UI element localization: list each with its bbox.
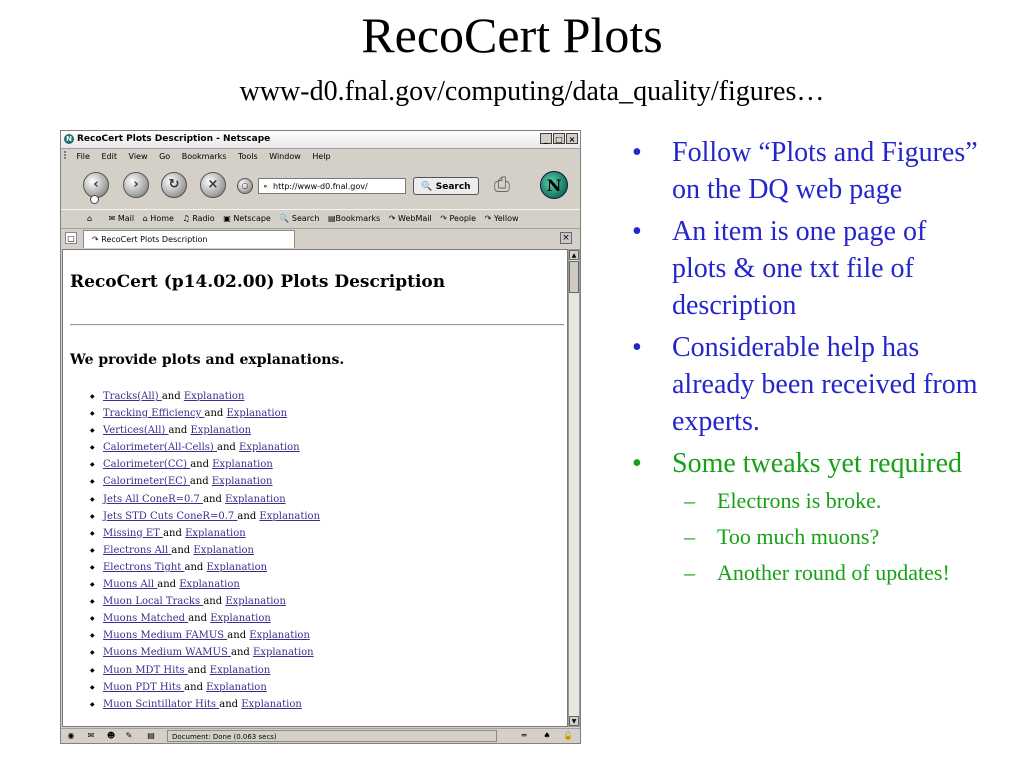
bookmark-people[interactable]: ↷ People [440,214,477,223]
explanation-link[interactable]: Explanation [183,391,245,402]
status-bar [61,728,580,744]
explanation-link[interactable]: Explanation [225,596,286,608]
explanation-link[interactable]: Explanation [206,681,267,693]
reload-icon: ↻ [168,177,180,192]
netscape-app-icon: N [64,134,74,144]
bookmark-mail[interactable]: ✉ Mail [108,214,135,223]
composer-icon[interactable]: ✎ [125,731,133,740]
explanation-link[interactable]: Explanation [185,527,246,539]
plot-link[interactable]: Muon PDT Hits [103,681,185,693]
slide-bullets [629,134,979,595]
plot-list [93,388,320,713]
bullet-mark: • [632,216,642,247]
connector-text: and [203,493,222,505]
sub-bullet-mark: – [684,488,695,513]
bullet-mark: • [632,332,642,363]
bullet-item [629,329,979,440]
bookmark-yellow[interactable]: ↷ Yellow [484,214,519,223]
explanation-link[interactable]: Explanation [225,493,286,505]
list-item [93,610,320,627]
bullet-text: Follow “Plots and Figures” on the DQ web page [672,137,978,205]
list-item [93,644,320,661]
bookmark-netscape[interactable]: ▣ Netscape [223,214,271,223]
search-button-label: Search [435,182,471,192]
new-tab-icon[interactable]: □ [65,232,77,244]
page-subheading: We provide plots and explanations. [70,352,345,368]
explanation-link[interactable]: Explanation [190,425,252,437]
personal-toolbar [61,209,580,228]
explanation-link[interactable]: Explanation [241,698,302,710]
explanation-link[interactable]: Explanation [212,459,273,471]
menu-view[interactable]: View [128,152,148,161]
connector-text: and [231,647,250,659]
page-heading: RecoCert (p14.02.00) Plots Description [70,272,446,292]
url-bar[interactable] [258,178,406,194]
search-button[interactable]: 🔍 Search [413,177,479,195]
slide-title: RecoCert Plots [361,7,663,63]
bullet-item [629,134,979,208]
connector-text: and [227,630,247,642]
plot-link[interactable]: Muon Local Tracks [103,596,204,608]
menu-edit[interactable]: Edit [101,152,117,161]
plot-link[interactable]: Tracking Efficiency [103,408,205,420]
aim-icon[interactable]: ☻ [106,731,116,740]
connector-text: and [168,425,188,437]
bookmark-mail-label: Mail [117,214,135,223]
list-item [93,422,320,439]
sub-bullet-mark: – [684,524,695,549]
bullet-text: Some tweaks yet required [672,448,963,479]
connector-text: and [203,596,223,608]
bullet-text: An item is one page of plots & one txt file of description [672,216,927,321]
list-item [93,662,320,679]
explanation-link[interactable]: Explanation [239,442,300,454]
list-item [93,388,320,405]
bookmark-webmail[interactable]: ↷ WebMail [388,214,432,223]
plot-link[interactable]: Tracks(All) [103,391,162,402]
reload-button[interactable] [161,172,187,198]
plot-link[interactable]: Calorimeter(All-Cells) [103,442,218,454]
list-item [93,491,320,508]
list-item [93,542,320,559]
bookmark-home[interactable]: ⌂ Home [142,214,174,223]
bullet-text: Considerable help has already been received from experts. [672,332,978,437]
minimize-button[interactable]: _ [540,133,552,144]
sub-bullet-mark: – [684,560,695,585]
bookmark-netscape-label: Netscape [233,214,271,223]
list-item [93,405,320,422]
plot-link[interactable]: Calorimeter(CC) [103,459,191,471]
go-icon: ○ [241,181,249,190]
address-book-icon[interactable]: ▤ [147,731,155,740]
connector-text: and [217,442,236,454]
plot-link[interactable]: Muons Medium WAMUS [103,647,232,659]
connector-text: and [171,544,191,556]
plot-link[interactable]: Missing ET [103,527,164,539]
tab-bar [61,228,580,249]
connector-text: and [219,698,239,710]
sub-bullet-item [629,487,979,515]
window-controls [540,133,578,144]
bookmark-home-label: Home [150,214,174,223]
connector-text: and [190,459,210,471]
scroll-up-icon[interactable]: ▲ [569,250,579,260]
list-item [93,439,320,456]
forward-icon: › [133,177,139,192]
bullet-mark: • [632,137,642,168]
plot-link[interactable]: Jets STD Cuts ConeR=0.7 [103,510,238,522]
netscape-logo[interactable]: N [540,171,568,199]
list-item [93,525,320,542]
list-item [93,576,320,593]
vertical-scrollbar[interactable] [568,249,580,727]
browser-window [60,130,581,744]
sub-bullet-text: Too much muons? [717,524,880,549]
plot-link[interactable]: Electrons All [103,544,172,556]
bookmark-radio[interactable]: ♫ Radio [182,214,215,223]
connector-text: and [189,476,209,488]
bullet-item [629,445,979,482]
plot-link[interactable]: Muons Medium FAMUS [103,630,228,642]
horizontal-rule [70,324,564,326]
slide-subtitle: www-d0.fnal.gov/computing/data_quality/figures… [239,76,825,107]
online-status-icon[interactable]: ═ [521,731,527,740]
bookmark-bookmarks[interactable]: ▤Bookmarks [327,214,381,223]
close-button[interactable]: × [566,133,578,144]
sub-bullet-text: Another round of updates! [717,560,950,585]
list-item [93,508,320,525]
plot-link[interactable]: Calorimeter(EC) [103,476,190,488]
maximize-button[interactable]: □ [553,133,565,144]
window-titlebar[interactable] [61,131,580,149]
toolbar-grip-icon[interactable] [64,151,70,159]
sub-bullet-item [629,559,979,587]
stop-icon: × [207,177,219,192]
list-item [93,627,320,644]
menu-tools[interactable]: Tools [237,152,258,161]
list-item [93,696,320,713]
explanation-link[interactable]: Explanation [206,561,268,573]
tab-recocert[interactable]: ↷ RecoCert Plots Description [83,230,295,248]
connector-text: and [204,408,224,420]
forward-button[interactable] [123,172,149,198]
back-icon: ‹ [93,177,99,192]
sub-bullet-text: Electrons is broke. [717,488,882,513]
stop-button[interactable] [200,172,226,198]
connector-text: and [188,613,208,625]
menu-go[interactable]: Go [159,152,171,161]
explanation-link[interactable]: Explanation [211,476,273,488]
list-item [93,456,320,473]
connector-text: and [187,664,207,676]
explanation-link[interactable]: Explanation [209,664,271,676]
tab-title: RecoCert Plots Description [101,235,208,244]
cookie-icon[interactable]: ♠ [543,731,551,740]
connector-text: and [161,391,181,402]
menu-help[interactable]: Help [312,152,331,161]
bookmark-search[interactable]: 🔍 Search [279,214,320,223]
explanation-link[interactable]: Explanation [259,510,321,522]
go-button[interactable] [237,178,253,194]
plot-link[interactable]: Muons Matched [103,613,189,625]
connector-text: and [163,527,182,539]
bookmark-search-label: Search [291,214,320,223]
plot-link[interactable]: Muon MDT Hits [103,664,188,676]
status-text: Document: Done (0.063 secs) [167,730,497,742]
list-item [93,593,320,610]
plot-link[interactable]: Vertices(All) [103,425,169,437]
explanation-link[interactable]: Explanation [210,613,271,625]
bookmark-radio-label: Radio [192,214,215,223]
bookmark-bookmarks-label: Bookmarks [335,214,381,223]
connector-text: and [157,579,177,591]
plot-link[interactable]: Jets All ConeR=0.7 [103,493,204,505]
connector-text: and [184,681,203,693]
scroll-down-icon[interactable]: ▼ [569,716,579,726]
explanation-link[interactable]: Explanation [179,579,240,591]
scroll-thumb[interactable] [569,261,579,293]
plot-link[interactable]: Muons All [103,579,158,591]
list-item [93,559,320,576]
plot-link[interactable]: Electrons Tight [103,561,185,573]
plot-link[interactable]: Muon Scintillator Hits [103,698,220,710]
close-tab-button[interactable]: × [560,232,572,244]
mail-icon[interactable]: ✉ [87,731,95,740]
explanation-link[interactable]: Explanation [226,408,288,420]
list-item [93,679,320,696]
bookmark-people-label: People [449,214,477,223]
bullet-item [629,213,979,324]
sub-bullet-item [629,523,979,551]
menu-file[interactable]: File [76,152,90,161]
bookmark-yellow-label: Yellow [493,214,519,223]
print-icon[interactable]: ⎙ [494,172,510,196]
page-icon: ⚬ [262,182,269,191]
explanation-link[interactable]: Explanation [249,630,310,642]
navigator-icon[interactable]: ◉ [67,731,75,740]
explanation-link[interactable]: Explanation [253,647,314,659]
window-title: RecoCert Plots Description - Netscape [77,134,271,144]
menu-window[interactable]: Window [269,152,301,161]
security-lock-icon[interactable]: 🔓 [563,731,573,740]
home-tab-icon[interactable]: ⌂ [87,214,93,223]
page-content [62,249,568,727]
back-button[interactable] [83,172,109,198]
connector-text: and [237,510,257,522]
url-text: http://www-d0.fnal.gov/ [273,182,368,191]
list-item [93,473,320,490]
menu-bar [61,149,580,165]
explanation-link[interactable]: Explanation [193,544,254,556]
bookmark-webmail-label: WebMail [398,214,432,223]
navigation-toolbar [61,166,580,210]
menu-bookmarks[interactable]: Bookmarks [181,152,227,161]
bullet-mark: • [632,448,642,479]
connector-text: and [184,561,204,573]
